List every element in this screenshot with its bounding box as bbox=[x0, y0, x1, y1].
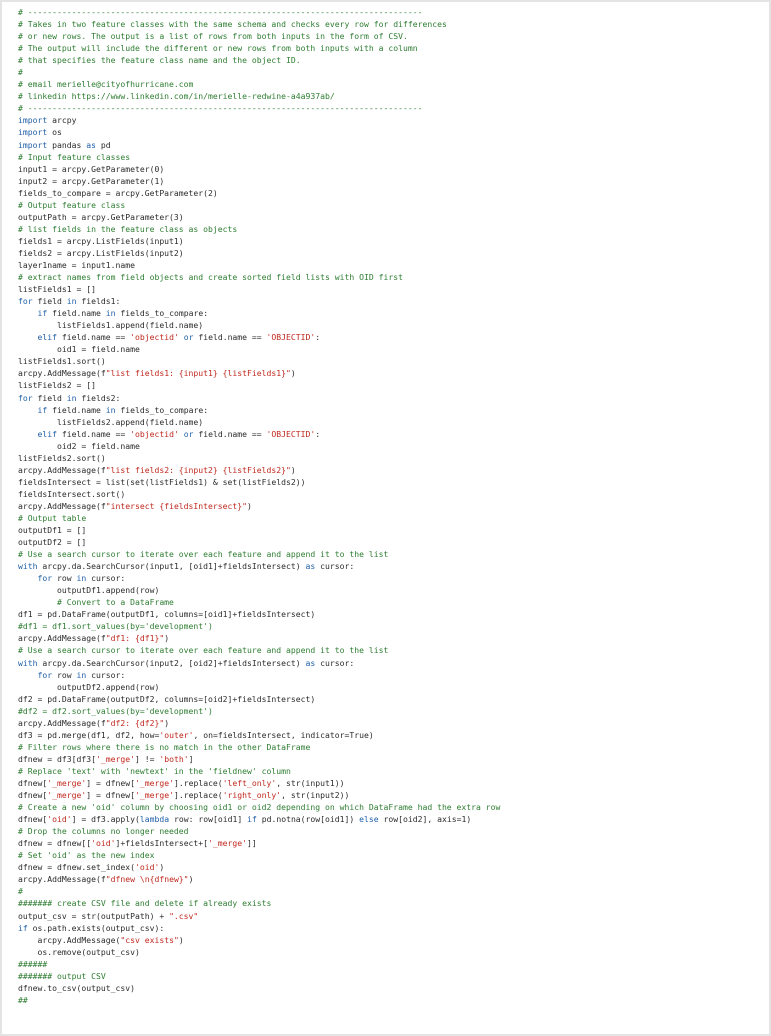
code-line bbox=[18, 307, 500, 319]
code-token: # linkedin https://www.linkedin.com/in/merielle-redwine-a4a937ab/ bbox=[18, 91, 335, 102]
code-token: ) bbox=[247, 500, 252, 511]
code-token: cursor: bbox=[86, 573, 126, 584]
code-token: ] bbox=[188, 753, 194, 764]
code-line bbox=[18, 560, 500, 572]
code-token: 'outer' bbox=[159, 729, 194, 740]
code-token: fields2 = arcpy.ListFields(input2) bbox=[18, 247, 184, 258]
code-block bbox=[18, 6, 500, 1006]
code-line bbox=[18, 970, 500, 982]
code-token: row[oid2], axis=1) bbox=[378, 814, 472, 825]
code-token: input2 = arcpy.GetParameter(1) bbox=[18, 175, 165, 186]
code-token: with bbox=[18, 657, 38, 668]
code-token: fields_to_compare = arcpy.GetParameter(2) bbox=[18, 187, 218, 198]
code-token: '_merge' bbox=[208, 838, 248, 849]
code-token: else bbox=[359, 814, 379, 825]
code-line bbox=[18, 669, 500, 681]
code-token: pd.notna(row[oid1]) bbox=[256, 814, 360, 825]
code-token: os.path.exists(output_csv): bbox=[27, 922, 165, 933]
code-token: arcpy.AddMessage(f bbox=[18, 500, 106, 511]
code-line bbox=[18, 934, 500, 946]
code-token: ]] bbox=[247, 838, 257, 849]
code-token: import bbox=[18, 139, 48, 150]
code-token: ] = dfnew[ bbox=[86, 778, 135, 788]
code-line bbox=[18, 54, 500, 66]
code-line bbox=[18, 78, 500, 90]
code-line bbox=[18, 837, 500, 849]
code-line bbox=[18, 741, 500, 753]
code-token: df1 = pd.DataFrame(outputDf1, columns=[oid1]+fieldsIntersect) bbox=[18, 609, 316, 620]
code-token: ###### bbox=[18, 958, 48, 969]
code-line bbox=[18, 729, 500, 741]
code-token: dfnew = df3[df3[ bbox=[18, 753, 96, 764]
code-token: # Replace 'text' with 'newtext' in the 'fieldnew' column bbox=[18, 765, 291, 776]
code-line bbox=[18, 151, 500, 163]
code-line bbox=[18, 801, 500, 813]
code-token bbox=[18, 597, 57, 607]
code-token: # --------------------------------------------------------------------------------- bbox=[18, 103, 423, 114]
code-token: 'right_only' bbox=[222, 790, 282, 801]
code-token: in bbox=[105, 404, 116, 415]
code-line bbox=[18, 753, 500, 765]
code-line bbox=[18, 331, 500, 343]
code-token: lambda bbox=[139, 814, 170, 825]
code-token: # The output will include the different or new rows from both inputs with a column bbox=[18, 43, 418, 54]
code-line bbox=[18, 922, 500, 934]
code-token: for bbox=[18, 296, 33, 307]
code-token: dfnew = dfnew.set_index( bbox=[18, 862, 135, 873]
code-line bbox=[18, 500, 500, 512]
code-token: field bbox=[32, 392, 67, 403]
code-token: ) bbox=[290, 464, 296, 475]
code-line bbox=[18, 428, 500, 440]
code-token: # Convert to a DataFrame bbox=[56, 597, 174, 608]
code-line bbox=[18, 416, 500, 428]
code-line bbox=[18, 765, 500, 777]
code-line bbox=[18, 187, 500, 199]
code-token: listFields1.append(field.name) bbox=[18, 320, 204, 331]
code-token bbox=[18, 429, 38, 439]
code-token: os bbox=[47, 127, 62, 138]
code-line bbox=[18, 584, 500, 596]
code-token: ) bbox=[164, 717, 170, 728]
code-token: dfnew[ bbox=[18, 814, 48, 825]
code-token: ]+fieldsIntersect+[ bbox=[115, 838, 209, 849]
code-token: '_merge' bbox=[95, 753, 135, 764]
code-token: in bbox=[76, 669, 87, 680]
code-token: #df1 = df1.sort_values(by='development') bbox=[18, 621, 213, 632]
code-token: arcpy.AddMessage(f bbox=[18, 874, 106, 885]
code-token: # Filter rows where there is no match in the other DataFrame bbox=[18, 741, 311, 752]
code-token: fields2: bbox=[76, 392, 121, 403]
code-token: 'oid' bbox=[91, 838, 116, 849]
code-token: "list fields1: {input1} {listFields1}" bbox=[105, 368, 291, 379]
code-token: arcpy.da.SearchCursor(input2, [oid2]+fieldsIntersect) bbox=[37, 657, 306, 668]
code-line bbox=[18, 126, 500, 138]
code-token bbox=[18, 308, 38, 318]
code-token: ] != bbox=[134, 753, 160, 764]
code-token: # that specifies the feature class name and the object ID. bbox=[18, 55, 301, 66]
code-token: "df2: {df2}" bbox=[105, 717, 165, 728]
code-token: # Takes in two feature classes with the same schema and checks every row for differences bbox=[18, 19, 447, 30]
code-token: if bbox=[18, 922, 28, 933]
code-line bbox=[18, 705, 500, 717]
code-line bbox=[18, 283, 500, 295]
code-token: outputDf1 = [] bbox=[18, 525, 87, 536]
code-line bbox=[18, 102, 500, 114]
code-line bbox=[18, 524, 500, 536]
code-line bbox=[18, 789, 500, 801]
code-line bbox=[18, 379, 500, 391]
code-line bbox=[18, 114, 500, 126]
code-token: field.name bbox=[47, 308, 106, 319]
code-token: '_merge' bbox=[134, 790, 174, 801]
code-token: fields_to_compare: bbox=[115, 404, 209, 415]
code-line bbox=[18, 885, 500, 897]
code-token: # Create a new 'oid' column by choosing oid1 or oid2 depending on which DataFrame had the extra row bbox=[18, 802, 501, 813]
code-token: elif bbox=[37, 332, 57, 343]
code-token: , str(input2)) bbox=[281, 790, 350, 801]
code-token: ) bbox=[164, 633, 170, 644]
code-token: if bbox=[247, 814, 257, 825]
code-line bbox=[18, 644, 500, 656]
code-token bbox=[18, 405, 38, 415]
code-token: arcpy bbox=[47, 115, 77, 126]
code-token: arcpy.AddMessage( bbox=[18, 934, 121, 945]
code-token: dfnew[ bbox=[18, 778, 48, 788]
code-token: row bbox=[52, 669, 77, 680]
code-line bbox=[18, 873, 500, 885]
code-token: 'objectid' bbox=[130, 428, 179, 439]
code-token: "list fields2: {input2} {listFields2}" bbox=[105, 464, 291, 475]
code-token: # Output feature class bbox=[18, 199, 126, 210]
code-token: dfnew = dfnew[[ bbox=[18, 838, 92, 849]
code-token: : bbox=[315, 428, 321, 439]
code-token: arcpy.AddMessage(f bbox=[18, 633, 106, 644]
code-token: ## bbox=[18, 994, 28, 1005]
code-token: "csv exists" bbox=[120, 934, 179, 945]
code-line bbox=[18, 958, 500, 970]
code-token: ].replace( bbox=[173, 790, 223, 801]
code-token: as bbox=[86, 139, 96, 150]
code-token: listFields1 = [] bbox=[18, 284, 96, 295]
code-token: fieldsIntersect.sort() bbox=[18, 488, 126, 499]
code-line bbox=[18, 211, 500, 223]
code-token: # Output table bbox=[18, 512, 87, 523]
code-token: in bbox=[66, 296, 77, 307]
code-line bbox=[18, 175, 500, 187]
code-token: in bbox=[105, 308, 116, 319]
code-token: os.remove(output_csv) bbox=[18, 946, 140, 957]
code-token: field.name == bbox=[193, 428, 267, 439]
code-token: arcpy.AddMessage(f bbox=[18, 464, 106, 475]
code-line bbox=[18, 247, 500, 259]
code-line bbox=[18, 910, 500, 922]
code-line bbox=[18, 163, 500, 175]
code-token: # email merielle@cityofhurricane.com bbox=[18, 79, 194, 90]
code-token: arcpy.da.SearchCursor(input1, [oid1]+fieldsIntersect) bbox=[37, 561, 306, 572]
code-token: field.name == bbox=[57, 332, 131, 343]
code-token: cursor: bbox=[315, 561, 355, 572]
code-token: df3 = pd.merge(df1, df2, how= bbox=[18, 729, 160, 740]
code-line bbox=[18, 946, 500, 958]
code-token: ) bbox=[188, 874, 194, 885]
code-line bbox=[18, 861, 500, 873]
code-token: as bbox=[305, 561, 316, 572]
code-token: # Set 'oid' as the new index bbox=[18, 850, 155, 861]
code-line bbox=[18, 608, 500, 620]
code-token bbox=[18, 332, 38, 342]
code-line bbox=[18, 681, 500, 693]
code-token: pd bbox=[95, 139, 111, 150]
code-token: field.name == bbox=[57, 428, 131, 439]
code-token: # extract names from field objects and create sorted field lists with OID first bbox=[18, 272, 403, 283]
code-token: dfnew[ bbox=[18, 790, 48, 801]
code-token: in bbox=[76, 573, 87, 584]
code-token: # Use a search cursor to iterate over each feature and append it to the list bbox=[18, 645, 389, 656]
code-line bbox=[18, 42, 500, 54]
code-line bbox=[18, 777, 500, 789]
code-token: oid1 = field.name bbox=[18, 344, 140, 355]
code-token: df2 = pd.DataFrame(outputDf2, columns=[oid2]+fieldsIntersect) bbox=[18, 693, 316, 704]
code-token: "df1: {df1}" bbox=[105, 633, 165, 644]
code-token: # bbox=[18, 886, 23, 897]
code-token: #df2 = df2.sort_values(by='development') bbox=[18, 705, 213, 716]
code-token: arcpy.AddMessage(f bbox=[18, 368, 106, 379]
code-line bbox=[18, 66, 500, 78]
code-token: cursor: bbox=[86, 669, 126, 680]
code-line bbox=[18, 223, 500, 235]
code-token: as bbox=[305, 657, 316, 668]
code-token: ].replace( bbox=[173, 778, 223, 788]
code-token: ) bbox=[178, 934, 184, 945]
code-token: outputDf1.append(row) bbox=[18, 585, 160, 596]
code-line bbox=[18, 295, 500, 307]
code-line bbox=[18, 30, 500, 42]
code-token: with bbox=[18, 561, 38, 572]
code-token: # Input feature classes bbox=[18, 151, 131, 162]
code-token: 'both' bbox=[159, 753, 189, 764]
code-token: 'oid' bbox=[134, 862, 160, 873]
code-token: output_csv = str(outputPath) + bbox=[18, 910, 170, 921]
code-token: fields1 = arcpy.ListFields(input1) bbox=[18, 235, 184, 246]
code-line bbox=[18, 90, 500, 102]
code-line bbox=[18, 139, 500, 151]
code-token: ] = dfnew[ bbox=[86, 790, 135, 801]
code-line bbox=[18, 849, 500, 861]
code-token: # or new rows. The output is a list of rows from both inputs in the form of CSV. bbox=[18, 31, 408, 42]
code-token: row bbox=[52, 573, 77, 584]
code-token: ] = df3.apply( bbox=[71, 814, 140, 825]
code-token: field.name bbox=[47, 404, 106, 415]
code-token: if bbox=[37, 308, 48, 319]
code-line bbox=[18, 6, 500, 18]
code-token: if bbox=[37, 404, 48, 415]
code-token: outputDf2 = [] bbox=[18, 537, 87, 548]
code-token: ) bbox=[290, 368, 296, 379]
code-token bbox=[18, 670, 38, 680]
code-line bbox=[18, 199, 500, 211]
code-token: or bbox=[183, 428, 194, 439]
code-token: fields_to_compare: bbox=[115, 308, 209, 319]
code-token: '_merge' bbox=[47, 778, 87, 788]
code-line bbox=[18, 620, 500, 632]
code-token: for bbox=[18, 392, 33, 403]
code-line bbox=[18, 343, 500, 355]
code-line bbox=[18, 488, 500, 500]
code-line bbox=[18, 982, 500, 994]
code-token: listFields2.sort() bbox=[18, 452, 106, 463]
code-token: "dfnew \n{dfnew}" bbox=[105, 874, 189, 885]
code-token: or bbox=[183, 332, 194, 343]
code-token: 'objectid' bbox=[130, 332, 179, 343]
code-token: '_merge' bbox=[134, 778, 174, 788]
code-token: arcpy.AddMessage(f bbox=[18, 717, 106, 728]
code-line bbox=[18, 271, 500, 283]
code-token: 'OBJECTID' bbox=[266, 428, 316, 439]
code-line bbox=[18, 693, 500, 705]
code-token: elif bbox=[37, 428, 57, 439]
code-token: ) bbox=[159, 862, 165, 873]
code-token: cursor: bbox=[315, 657, 355, 668]
code-line bbox=[18, 319, 500, 331]
code-token: layer1name = input1.name bbox=[18, 259, 135, 270]
code-token: 'left_only' bbox=[222, 778, 277, 788]
code-line bbox=[18, 572, 500, 584]
code-token: 'oid' bbox=[47, 814, 72, 825]
code-token: import bbox=[18, 127, 48, 138]
code-token: in bbox=[66, 392, 77, 403]
code-line bbox=[18, 813, 500, 825]
code-token: listFields1.sort() bbox=[18, 356, 106, 367]
code-line bbox=[18, 825, 500, 837]
code-token: listFields2.append(field.name) bbox=[18, 416, 204, 427]
code-token: dfnew.to_csv(output_csv) bbox=[18, 982, 135, 993]
code-line bbox=[18, 355, 500, 367]
code-token bbox=[18, 573, 38, 583]
code-line bbox=[18, 440, 500, 452]
code-token: , str(input1)) bbox=[276, 778, 345, 788]
code-token: pandas bbox=[47, 139, 87, 150]
code-token: for bbox=[37, 669, 53, 680]
code-token: 'OBJECTID' bbox=[266, 332, 316, 343]
code-line bbox=[18, 596, 500, 608]
code-token: : bbox=[315, 332, 321, 343]
code-line bbox=[18, 476, 500, 488]
code-token: , on=fieldsIntersect, indicator=True) bbox=[193, 729, 374, 740]
code-token: ####### output CSV bbox=[18, 970, 106, 981]
code-line bbox=[18, 464, 500, 476]
code-line bbox=[18, 536, 500, 548]
code-token: oid2 = field.name bbox=[18, 440, 140, 451]
code-line bbox=[18, 632, 500, 644]
code-token: field bbox=[32, 296, 67, 307]
code-token: outputPath = arcpy.GetParameter(3) bbox=[18, 211, 184, 222]
code-token: ".csv" bbox=[169, 910, 199, 921]
code-line bbox=[18, 367, 500, 379]
code-line bbox=[18, 657, 500, 669]
code-token: outputDf2.append(row) bbox=[18, 681, 160, 692]
code-line bbox=[18, 235, 500, 247]
code-token: for bbox=[37, 573, 53, 584]
code-token: "intersect {fieldsIntersect}" bbox=[105, 500, 248, 511]
code-token: field.name == bbox=[193, 332, 267, 343]
code-line bbox=[18, 717, 500, 729]
code-token: import bbox=[18, 115, 48, 126]
code-line bbox=[18, 392, 500, 404]
code-token: input1 = arcpy.GetParameter(0) bbox=[18, 163, 165, 174]
code-token: # --------------------------------------------------------------------------------- bbox=[18, 7, 423, 17]
code-line bbox=[18, 18, 500, 30]
code-line bbox=[18, 994, 500, 1006]
code-line bbox=[18, 548, 500, 560]
code-token: fieldsIntersect = list(set(listFields1) & set(listFields2)) bbox=[18, 476, 306, 487]
code-token: # list fields in the feature class as objects bbox=[18, 223, 238, 234]
code-line bbox=[18, 404, 500, 416]
code-line bbox=[18, 452, 500, 464]
code-token: '_merge' bbox=[47, 790, 87, 801]
code-token: row: row[oid1] bbox=[169, 814, 248, 825]
code-line bbox=[18, 259, 500, 271]
code-line bbox=[18, 512, 500, 524]
code-token: # Drop the columns no longer needed bbox=[18, 826, 189, 837]
code-token: listFields2 = [] bbox=[18, 380, 96, 391]
code-token: ####### create CSV file and delete if already exists bbox=[18, 898, 272, 909]
code-token: # bbox=[18, 67, 23, 78]
code-token: fields1: bbox=[76, 296, 121, 307]
code-token: # Use a search cursor to iterate over each feature and append it to the list bbox=[18, 549, 389, 560]
code-line bbox=[18, 897, 500, 909]
